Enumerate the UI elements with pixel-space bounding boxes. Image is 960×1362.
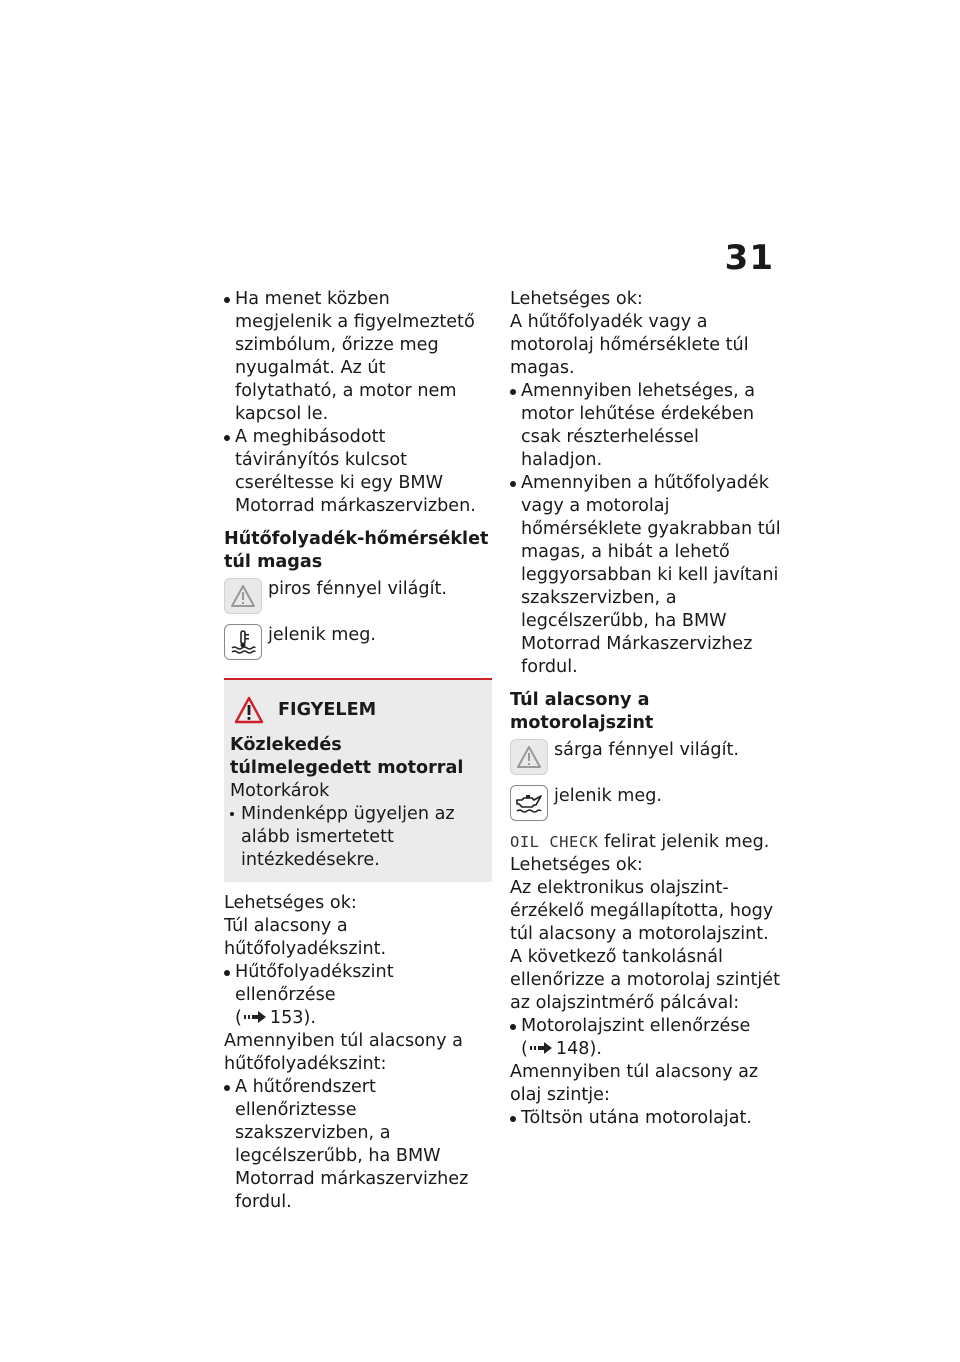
check-text: Hűtőfolyadékszint ellenőrzése <box>235 962 394 1005</box>
list-item: Mindenképp ügyeljen az alább ismertetett intézkedésekre. <box>230 803 484 872</box>
warning-light-row <box>510 739 782 775</box>
check-text: Motorolajszint ellenőrzése <box>521 1016 751 1036</box>
possible-cause-label: Lehetséges ok: <box>510 289 643 309</box>
list-item: A meghibásodott távirányítós kulcsot cseréltesse ki egy BMW Motorrad márkaszervizben. <box>224 426 492 518</box>
possible-cause-label: Lehetséges ok: <box>224 893 357 913</box>
caution-box <box>224 678 492 882</box>
symbol-description: jelenik meg. <box>268 625 376 645</box>
cause-text: Az elektronikus olajszint-érzékelő megállapította, hogy túl alacsony a motorolajszint. A következő tankolásnál ellenőrizze a motorolaj szintjét az olajszintmérő pálcával: <box>510 878 780 1013</box>
list-item: Hűtőfolyadékszint ellenőrzése ( 153). <box>224 961 492 1030</box>
section-title-oil-level: Túl alacsony a motorolajszint <box>510 690 654 733</box>
right-column <box>510 288 782 1130</box>
list-item: A hűtőrendszert ellenőriztesse szakszervizben, a legcélszerűbb, ha BMW Motorrad márkaszervizhez fordul. <box>224 1076 492 1214</box>
general-warning-light-icon <box>224 578 262 614</box>
warning-light-row <box>224 578 492 614</box>
caution-subtitle: Közlekedés túlmelegedett motorral <box>230 735 464 778</box>
list-item: Töltsön utána motorolajat. <box>510 1107 782 1130</box>
list-item: Motorolajszint ellenőrzése ( 148). <box>510 1015 782 1061</box>
left-column <box>224 288 492 1214</box>
page-reference-arrow-icon <box>530 1042 552 1054</box>
caution-title: FIGYELEM <box>278 700 377 720</box>
check-list <box>224 961 492 1030</box>
display-message-line <box>510 831 782 854</box>
possible-cause-label: Lehetséges ok: <box>510 855 643 875</box>
cause-text: Túl alacsony a hűtőfolyadékszint. <box>224 916 387 959</box>
coolant-symbol-row <box>224 624 492 660</box>
list-item: Amennyiben lehetséges, a motor lehűtése érdekében csak részterheléssel haladjon. <box>510 380 782 472</box>
symbol-description: jelenik meg. <box>554 786 662 806</box>
caution-header <box>234 696 484 724</box>
if-low-text: Amennyiben túl alacsony a hűtőfolyadékszint: <box>224 1031 463 1074</box>
list-item: Amennyiben a hűtőfolyadék vagy a motorolaj hőmérséklete gyakrabban túl magas, a hibát a lehető leggyorsabban ki kell javítani szakszervizben, a legcélszerűbb, ha BMW Motorrad Márkaszervizhez fordul. <box>510 472 782 679</box>
recommendation-list <box>510 380 782 679</box>
caution-list <box>230 803 484 872</box>
light-description: sárga fénnyel világít. <box>554 740 739 760</box>
display-message: OIL CHECK <box>510 833 599 851</box>
caution-consequence: Motorkárok <box>230 781 330 801</box>
general-warning-light-icon <box>510 739 548 775</box>
display-message-suffix: felirat jelenik meg. <box>604 832 770 852</box>
page-number: 31 <box>724 238 774 278</box>
light-description: piros fénnyel világít. <box>268 579 447 599</box>
section-title-coolant: Hűtőfolyadék-hőmérséklet túl magas <box>224 529 489 572</box>
list-item: Ha menet közben megjelenik a figyelmeztető szimbólum, őrizze meg nyugalmát. Az út folytatható, a motor nem kapcsol le. <box>224 288 492 426</box>
oil-can-icon <box>510 785 548 821</box>
page-reference[interactable]: 153). <box>269 1008 316 1028</box>
intro-bullet-list <box>224 288 492 518</box>
cause-text: A hűtőfolyadék vagy a motorolaj hőmérséklete túl magas. <box>510 312 749 378</box>
page-reference-arrow-icon <box>244 1011 266 1023</box>
oil-symbol-row <box>510 785 782 821</box>
if-low-text: Amennyiben túl alacsony az olaj szintje: <box>510 1062 759 1105</box>
page-reference[interactable]: 148). <box>555 1039 602 1059</box>
action-list <box>224 1076 492 1214</box>
check-list <box>510 1015 782 1061</box>
caution-triangle-icon <box>234 696 264 724</box>
coolant-temperature-icon <box>224 624 262 660</box>
action-list <box>510 1107 782 1130</box>
